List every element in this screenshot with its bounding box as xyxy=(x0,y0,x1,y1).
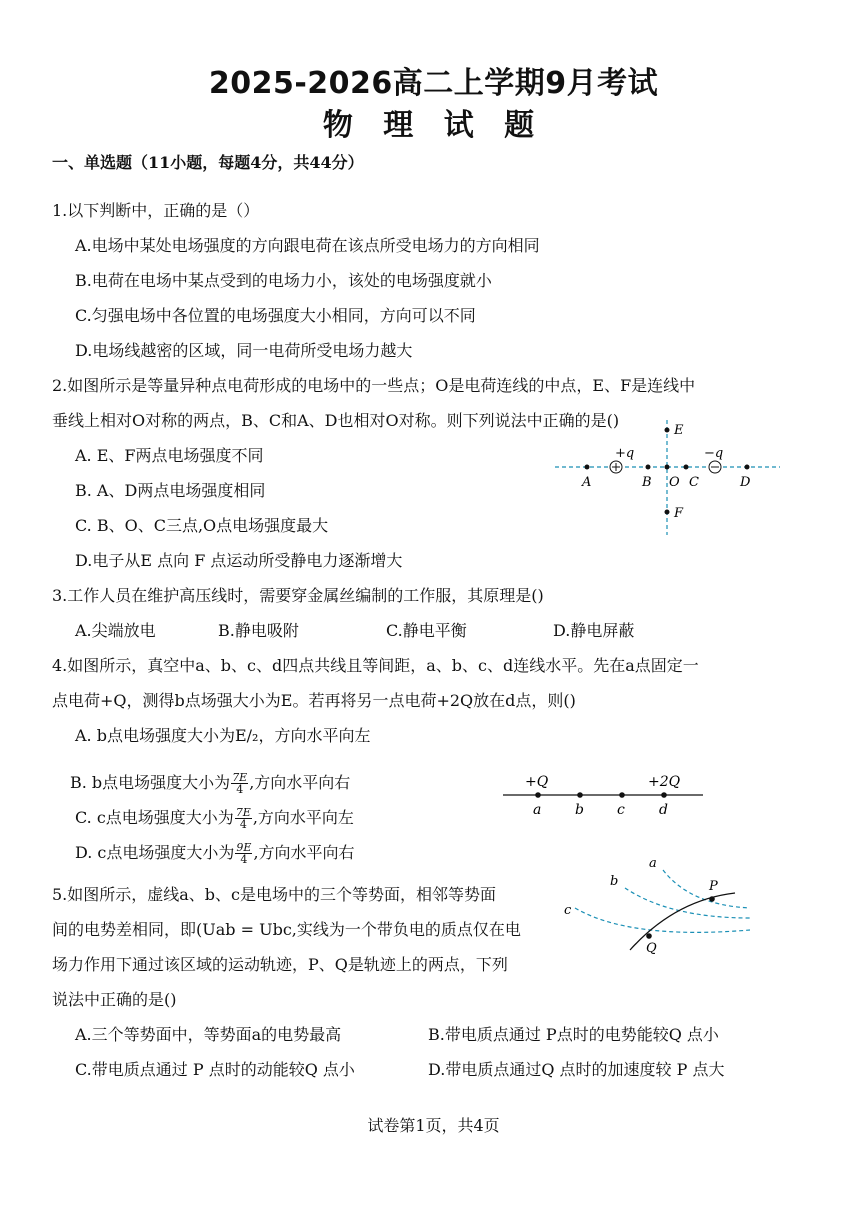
subject-title: 物 理 试 题 xyxy=(322,108,545,143)
point-d xyxy=(661,792,667,798)
q5-stem-line1: 5.如图所示，虚线a、b、c是电场中的三个等势面，相邻等势面 xyxy=(52,885,497,904)
q4-stem-line1: 4.如图所示，真空中a、b、c、d四点共线且等间距，a、b、c、d连线水平。先在a点固定一 xyxy=(52,656,699,675)
point-f xyxy=(665,510,670,515)
label-plus-2q: +2Q xyxy=(648,774,681,790)
q3-option-b: B.静电吸附 xyxy=(218,621,299,640)
q5-equipotential-figure xyxy=(560,850,760,960)
page-footer: 试卷第1页，共4页 xyxy=(367,1116,500,1135)
q1-option-a: A.电场中某处电场强度的方向跟电荷在该点所受电场力的方向相同 xyxy=(75,236,540,255)
q3-stem: 3.工作人员在维护高压线时，需要穿金属丝编制的工作服，其原理是() xyxy=(52,586,544,605)
equipotential-a xyxy=(663,870,750,908)
q1-option-b: B.电荷在电场中某点受到的电场力小，该处的电场强度就小 xyxy=(75,271,492,290)
q2-option-d: D.电子从E 点向 F 点运动所受静电力逐渐增大 xyxy=(75,551,403,570)
point-e xyxy=(665,428,670,433)
label-c: C xyxy=(689,475,699,490)
point-d xyxy=(745,465,750,470)
label-a: a xyxy=(533,802,542,818)
q4-option-d: D. c点电场强度大小为 $\frac{9E}{4}$ ,方向水平向右 xyxy=(75,841,355,866)
q5-stem-line4: 说法中正确的是() xyxy=(52,990,177,1009)
q3-option-d: D.静电屏蔽 xyxy=(553,621,635,640)
fraction-7e-over-4: $\frac{7E}{4}$ xyxy=(235,806,251,831)
label-a: a xyxy=(649,856,657,871)
exam-title: 2025-2026高二上学期9月考试 xyxy=(208,66,659,101)
q2-option-b: B. A、D两点电场强度相同 xyxy=(75,481,266,500)
fraction-7e-over-4: $\frac{7E}{4}$ xyxy=(232,771,248,796)
point-p xyxy=(709,896,715,902)
q1-stem: 1.以下判断中，正确的是（） xyxy=(52,201,260,220)
q5-option-c: C.带电质点通过 P 点时的动能较Q 点小 xyxy=(75,1060,355,1079)
q5-stem-line2: 间的电势差相同，即(Uab = Ubc,实线为一个带负电的质点仅在电 xyxy=(52,920,521,939)
q3-option-a: A.尖端放电 xyxy=(75,621,156,640)
point-a xyxy=(585,465,590,470)
label-d: d xyxy=(659,802,668,818)
point-b xyxy=(577,792,583,798)
label-c: c xyxy=(617,802,625,818)
q5-option-d: D.带电质点通过Q 点时的加速度较 P 点大 xyxy=(428,1060,725,1079)
label-e: E xyxy=(674,423,684,438)
q2-option-a: A. E、F两点电场强度不同 xyxy=(75,446,264,465)
point-c xyxy=(619,792,625,798)
label-d: D xyxy=(740,475,751,490)
q1-option-c: C.匀强电场中各位置的电场强度大小相同，方向可以不同 xyxy=(75,306,476,325)
label-b: b xyxy=(610,874,619,889)
label-p: P xyxy=(709,879,718,894)
q4-stem-line2: 点电荷+Q，测得b点场强大小为E。若再将另一点电荷+2Q放在d点，则() xyxy=(52,691,576,710)
label-plus-q: +Q xyxy=(525,774,549,790)
label-b: B xyxy=(642,475,652,490)
q1-option-d: D.电场线越密的区域，同一电荷所受电场力越大 xyxy=(75,341,413,360)
q5-option-b: B.带电质点通过 P点时的电势能较Q 点小 xyxy=(428,1025,719,1044)
q2-dipole-figure xyxy=(550,415,790,540)
label-c: c xyxy=(564,903,572,918)
q2-stem-line2: 垂线上相对O对称的两点，B、C和A、D也相对O对称。则下列说法中正确的是() xyxy=(52,411,620,430)
q2-stem-line1: 2.如图所示是等量异种点电荷形成的电场中的一些点；O是电荷连线的中点，E、F是连线中 xyxy=(52,376,696,395)
point-q xyxy=(646,933,652,939)
q5-option-a: A.三个等势面中，等势面a的电势最高 xyxy=(75,1025,342,1044)
label-a: A xyxy=(582,475,592,490)
q4-option-a: A. b点电场强度大小为E/₂，方向水平向左 xyxy=(75,726,371,745)
label-q: Q xyxy=(646,941,657,956)
point-c xyxy=(684,465,689,470)
q4-collinear-figure xyxy=(500,768,710,823)
section-heading: 一、单选题（11小题，每题4分，共44分） xyxy=(52,153,364,172)
q5-stem-line3: 场力作用下通过该区域的运动轨迹，P、Q是轨迹上的两点，下列 xyxy=(52,955,508,974)
label-o: O xyxy=(669,475,680,490)
q4-option-c: C. c点电场强度大小为 $\frac{7E}{4}$ ,方向水平向左 xyxy=(75,806,354,831)
point-o xyxy=(665,465,670,470)
equipotential-b xyxy=(625,888,750,918)
point-a xyxy=(535,792,541,798)
q3-option-c: C.静电平衡 xyxy=(386,621,467,640)
label-b: b xyxy=(575,802,584,818)
label-plus-q: +q xyxy=(615,446,635,461)
q2-option-c: C. B、O、C三点,O点电场强度最大 xyxy=(75,516,329,535)
label-f: F xyxy=(674,506,684,521)
point-b xyxy=(646,465,651,470)
q4-option-b: B. b点电场强度大小为 $\frac{7E}{4}$ ,方向水平向右 xyxy=(70,771,351,796)
label-minus-q: −q xyxy=(704,446,724,461)
fraction-9e-over-4: $\frac{9E}{4}$ xyxy=(236,841,252,866)
